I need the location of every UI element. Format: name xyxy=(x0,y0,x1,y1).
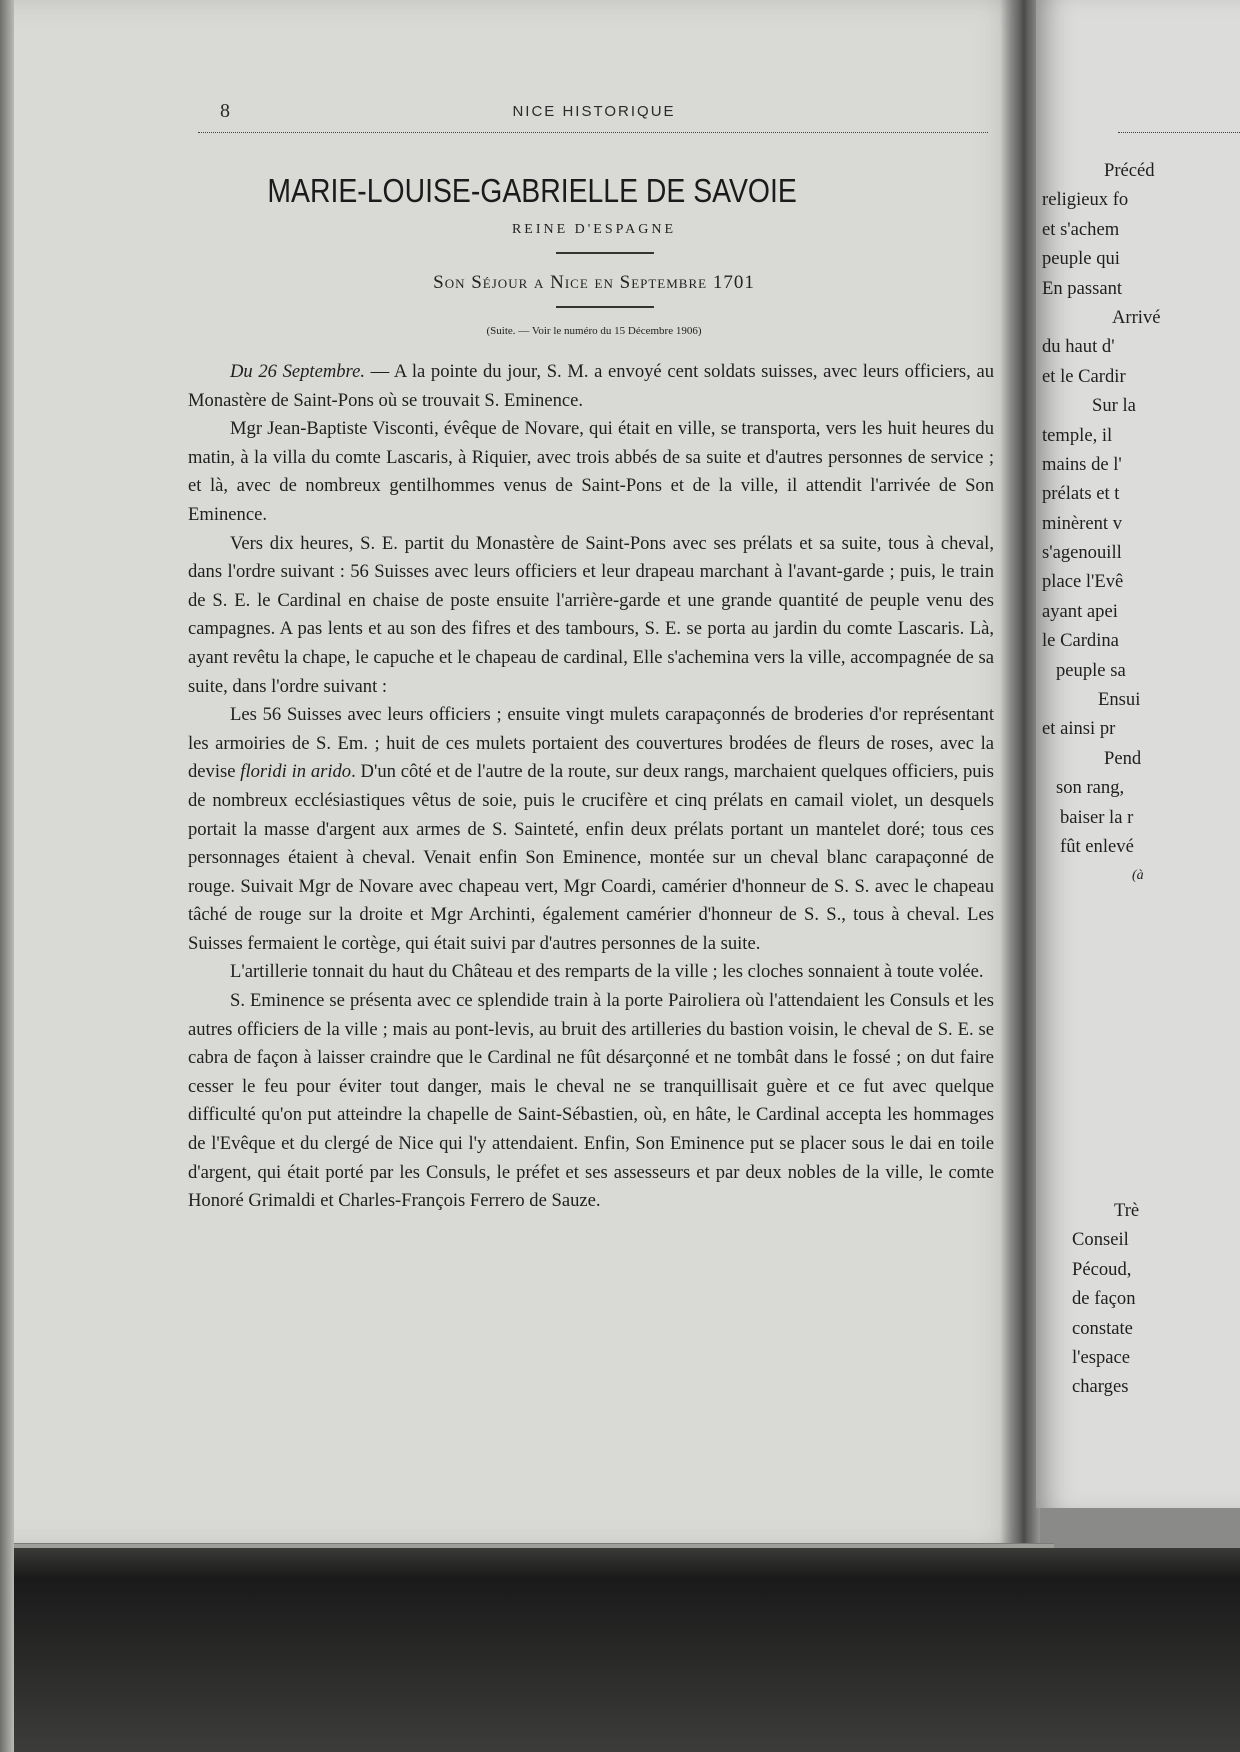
article-section-heading: Son Séjour a Nice en Septembre 1701 xyxy=(433,272,755,293)
paragraph-4 xyxy=(188,701,994,958)
running-head: NICE HISTORIQUE xyxy=(512,103,676,120)
scanner-background xyxy=(14,1548,1240,1752)
facing-line: peuple sa xyxy=(1056,659,1126,681)
paragraph-4-text-a: Les 56 Suisses avec leurs officiers ; ensuite vingt mulets carapaçonnés de broderies d'or représentant les armoiries de S. Em. ; huit de ces mulets portaient des couvertures brodées de fleurs de roses, avec la devise xyxy=(188,704,994,783)
paragraph-6: S. Eminence se présenta avec ce splendide train à la porte Pairoliera où l'attendaient les Consuls et les autres officiers de la ville ; mais au pont-levis, au bruit des artilleries du bastion voisin, le cheval de S. E. se cabra de façon à laisser craindre que le Cardinal ne fût désarçonné et ne tombât dans le fossé ; on dut faire cesser le feu pour éviter tout danger, mais le cheval ne se tranquillisait guère et ce fut avec quelque difficulté qu'on put atteindre la chapelle de Saint-Sébastien, où, en hâte, le Cardinal accepta les hommages de l'Evêque et du clergé de Nice qui l'y attendaient. Enfin, Son Eminence put se placer sous le dai en toile d'argent, qui était porté par les Consuls, le préfet et ses assesseurs et par deux nobles de la ville, le comte Honoré Grimaldi et Charles-François Ferrero de Sauze. xyxy=(188,990,994,1212)
facing-line: Ensui xyxy=(1098,689,1141,711)
facing-line: constate xyxy=(1072,1317,1133,1339)
paragraph-1 xyxy=(188,358,994,415)
page-header xyxy=(14,100,1030,126)
facing-line: En passant xyxy=(1042,277,1123,299)
facing-line: religieux fo xyxy=(1042,189,1129,211)
title-rule xyxy=(556,252,654,254)
facing-line: de façon xyxy=(1072,1288,1136,1310)
facing-line: minèrent v xyxy=(1042,512,1123,534)
paragraph-2: Mgr Jean-Baptiste Visconti, évêque de Novare, qui était en ville, se transporta, vers les huit heures du matin, à la villa du comte Lascaris, à Riquier, avec trois abbés de sa suite et d'autres personnes de service ; et là, avec de nombreux gentilhommes venus de Saint-Pons et de la ville, il attendit l'arrivée de Son Eminence. xyxy=(188,418,994,525)
facing-line: Pécoud, xyxy=(1072,1258,1132,1280)
facing-line: et ainsi pr xyxy=(1042,718,1116,740)
entry-date: Du 26 Septembre. xyxy=(230,361,366,382)
facing-line: fût enlevé xyxy=(1060,835,1134,857)
paragraph-4-text-b: . D'un côté et de l'autre de la route, sur deux rangs, marchaient quelques officiers, puis de nombreux ecclésiastiques vêtus de soie, puis le crucifère et cinq prélats en camail violet, un desquels portait la masse d'argent aux armes de S. Sainteté, enfin deux prélats portant un mantelet doré; tous ces personnages étaient à cheval. Venait enfin Son Eminence, montée sur un cheval blanc carapaçonné de rouge. Suivait Mgr de Novare avec chapeau vert, Mgr Coardi, camérier d'honneur de S. S. avec le chapeau tâché de rouge sur la droite et Mgr Archinti, également camérier d'honneur de S. S., tous à cheval. Les Suisses fermaient le cortège, qui était suivi par d'autres personnes de la suite. xyxy=(188,761,995,954)
facing-line: et le Cardir xyxy=(1042,365,1126,387)
facing-page xyxy=(1036,0,1240,1508)
facing-page-text-top xyxy=(1042,156,1240,891)
facing-line: l'espace xyxy=(1072,1346,1131,1368)
facing-line: temple, il xyxy=(1042,424,1113,446)
facing-line: mains de l' xyxy=(1042,453,1122,475)
paragraph-1-text: — A la pointe du jour, S. M. a envoyé cent soldats suisses, avec leurs officiers, au Monastère de Saint-Pons où se trouvait S. Eminence. xyxy=(188,361,994,411)
facing-page-text-bottom xyxy=(1042,1196,1240,1402)
facing-line: Conseil xyxy=(1072,1229,1129,1251)
facing-line: charges xyxy=(1072,1376,1129,1398)
section-rule xyxy=(556,306,654,308)
facing-line: Pend xyxy=(1104,747,1142,769)
article-title: MARIE-LOUISE-GABRIELLE DE SAVOIE xyxy=(267,172,797,209)
article-subtitle: REINE D'ESPAGNE xyxy=(511,222,677,237)
book-gutter xyxy=(1000,0,1040,1560)
left-page xyxy=(14,0,1030,1548)
facing-line: s'agenouill xyxy=(1042,542,1122,564)
motto: floridi in arido xyxy=(240,761,352,783)
book-left-edge xyxy=(0,0,14,1752)
facing-line: son rang, xyxy=(1056,777,1125,799)
page-number: 8 xyxy=(220,100,230,122)
facing-header-rule xyxy=(1118,132,1240,133)
facing-line: Précéd xyxy=(1104,160,1155,181)
header-rule xyxy=(198,132,988,133)
facing-line: peuple qui xyxy=(1042,248,1120,270)
facing-line: Arrivé xyxy=(1112,306,1161,328)
facing-line: Sur la xyxy=(1092,395,1136,417)
facing-line: place l'Evê xyxy=(1042,571,1124,593)
facing-line: du haut d' xyxy=(1042,336,1115,358)
facing-line: (à xyxy=(1132,868,1144,884)
facing-line: le Cardina xyxy=(1042,630,1119,652)
paragraph-5: L'artillerie tonnait du haut du Château et des remparts de la ville ; les cloches sonnaient à toute volée. xyxy=(230,961,984,983)
facing-line: Trè xyxy=(1114,1200,1140,1221)
facing-line: et s'achem xyxy=(1042,218,1120,240)
facing-line: baiser la r xyxy=(1060,806,1134,828)
facing-line: prélats et t xyxy=(1042,483,1120,505)
continuation-note: (Suite. — Voir le numéro du 15 Décembre 1906) xyxy=(486,325,702,337)
paragraph-3: Vers dix heures, S. E. partit du Monastère de Saint-Pons avec ses prélats et sa suite, tous à cheval, dans l'ordre suivant : 56 Suisses avec leurs officiers et leur drapeau marchant à l'avant-garde ; puis, le train de S. E. le Cardinal en chaise de poste ensuite l'arrière-garde et une grande quantité de peuple venu des campagnes. A pas lents et au son des fifres et des tambours, S. E. se porta au jardin du comte Lascaris. Là, ayant revêtu la chape, le capuche et le chapeau de cardinal, Elle s'achemina vers la ville, accompagnée de sa suite, dans l'ordre suivant : xyxy=(188,532,994,697)
article-body xyxy=(188,358,994,1216)
facing-line: ayant apei xyxy=(1042,600,1118,622)
